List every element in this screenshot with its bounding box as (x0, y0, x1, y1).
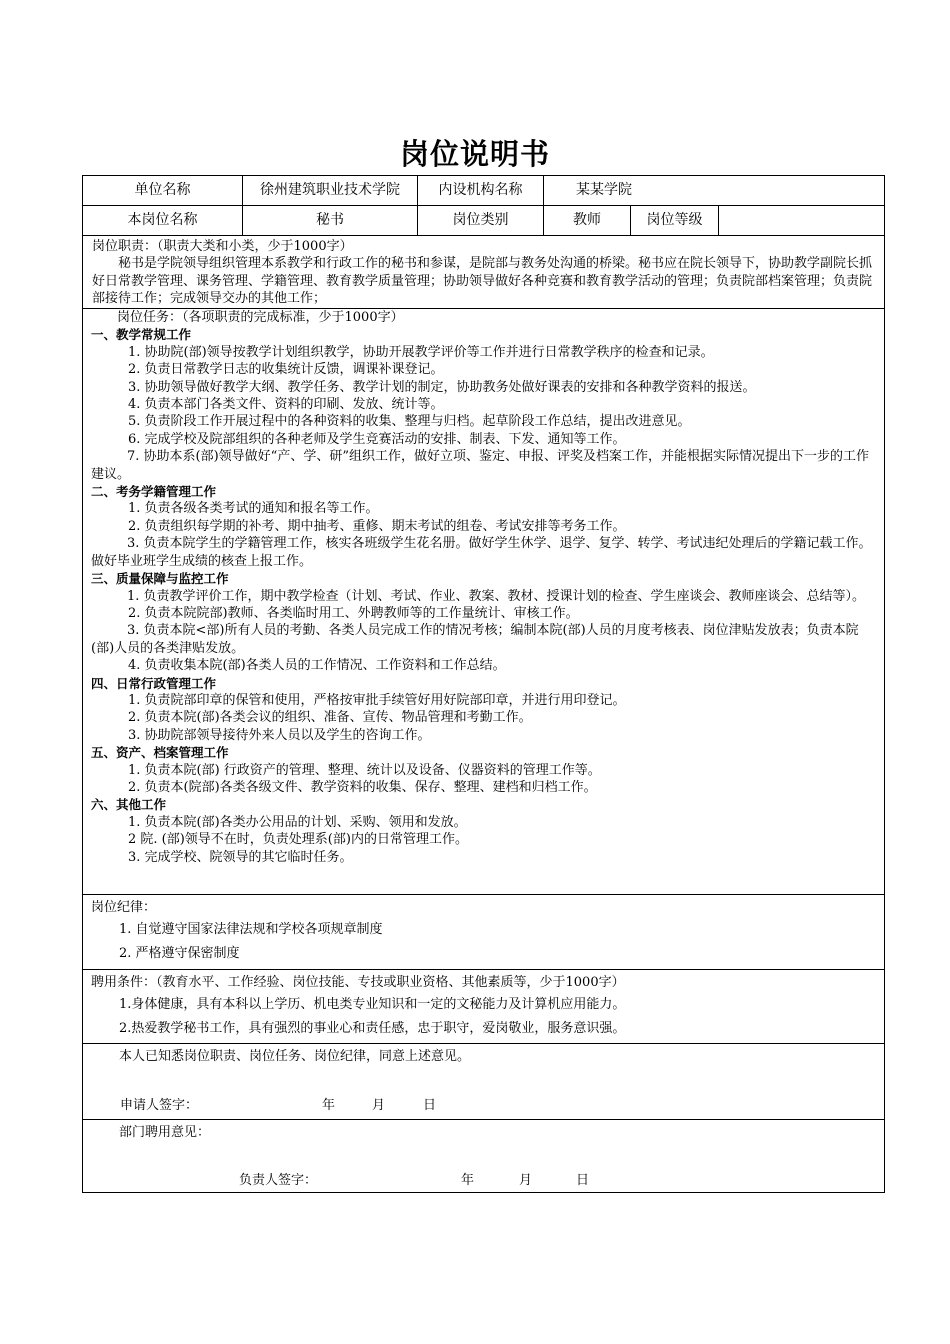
conditions-section (83, 970, 884, 1044)
department-day: 日 (576, 1173, 590, 1188)
dept-name-value: 某某学院 (576, 182, 632, 198)
applicant-section (83, 1044, 884, 1120)
discipline-section (83, 895, 884, 970)
task-section-title: 二、考务学籍管理工作 (91, 484, 217, 500)
task-item: 1. 负责院部印章的保管和使用，严格按审批手续管好用好院部印章，并进行用印登记。 (128, 692, 626, 708)
task-item: 3. 协助院部领导接待外来人员以及学生的咨询工作。 (128, 727, 431, 743)
discipline-item: 1. 自觉遵守国家法律法规和学校各项规章制度 (119, 922, 383, 937)
department-month: 月 (519, 1173, 533, 1188)
task-section-title: 一、教学常规工作 (91, 327, 192, 343)
dept-name-label: 内设机构名称 (418, 176, 544, 205)
task-item: 2 院. (部)领导不在时，负责处理系(部)内的日常管理工作。 (128, 832, 468, 848)
discipline-heading: 岗位纪律： (91, 900, 157, 915)
post-category-value: 教师 (544, 206, 631, 235)
task-item: 2. 负责日常教学日志的收集统计反馈，调课补课登记。 (128, 362, 444, 378)
task-item: 1. 负责各级各类考试的通知和报名等工作。 (128, 501, 379, 517)
applicant-statement: 本人已知悉岗位职责、岗位任务、岗位纪律，同意上述意见。 (119, 1049, 471, 1064)
department-sign-label: 负责人签字： (239, 1173, 318, 1188)
unit-name-label: 单位名称 (83, 176, 243, 205)
duties-heading: 岗位职责：（职责大类和小类，少于1000字） (92, 239, 353, 254)
unit-name-value: 徐州建筑职业技术学院 (243, 176, 418, 205)
task-item: 6. 完成学校及院部组织的各种老师及学生竞赛活动的安排、制表、下发、通知等工作。 (128, 431, 626, 447)
post-grade-label: 岗位等级 (631, 206, 719, 235)
applicant-year: 年 (322, 1098, 336, 1113)
header-row-post (83, 206, 884, 236)
job-description-form (82, 175, 885, 1193)
conditions-item: 2.热爱教学秘书工作，具有强烈的事业心和责任感，忠于职守，爱岗敬业，服务意识强。 (119, 1021, 626, 1036)
conditions-item: 1.身体健康，具有本科以上学历、机电类专业知识和一定的文秘能力及计算机应用能力。 (119, 997, 626, 1012)
post-name-value: 秘书 (243, 206, 418, 235)
task-item: 2. 负责本(院部)各类各级文件、教学资料的收集、保存、整理、建档和归档工作。 (128, 779, 597, 795)
department-section (83, 1120, 884, 1192)
task-section-title: 三、质量保障与监控工作 (91, 571, 229, 587)
document-title: 岗位说明书 (399, 137, 550, 171)
applicant-month: 月 (372, 1098, 386, 1113)
task-item: 2. 负责本院院部)教师、各类临时用工、外聘教师等的工作量统计、审核工作。 (128, 605, 579, 621)
applicant-day: 日 (423, 1098, 437, 1113)
task-item: 3. 协助领导做好教学大纲、教学任务、教学计划的制定，协助教务处做好课表的安排和各种教学资料的报送。 (128, 379, 756, 395)
task-item: 7. 协助本系(部)领导做好“产、学、研”组织工作，做好立项、鉴定、申报、评奖及档案工作，并能根据实际情况提出下一步的工作建议。 (91, 449, 869, 482)
task-item: 3. 负责本院学生的学籍管理工作，核实各班级学生花名册。做好学生休学、退学、复学、转学、考试违纪处理后的学籍记载工作。做好毕业班学生成绩的核查上报工作。 (91, 536, 872, 569)
department-year: 年 (461, 1173, 475, 1188)
task-item: 1. 负责本院(部)各类办公用品的计划、采购、领用和发放。 (128, 814, 467, 830)
task-item: 1. 负责本院(部) 行政资产的管理、整理、统计以及设备、仪器资料的管理工作等。 (128, 762, 601, 778)
department-opinion-label: 部门聘用意见： (119, 1125, 211, 1140)
task-sections (91, 326, 876, 866)
applicant-sign-label: 申请人签字： (120, 1098, 199, 1113)
post-category-label: 岗位类别 (418, 206, 544, 235)
duties-text: 秘书是学院领导组织管理本系教学和行政工作的秘书和参谋，是院部与教务处沟通的桥梁。秘书应在院长领导下，协助教学副院长抓好日常教学管理、课务管理、学籍管理、教育教学质量管理；协助领导做好各种竞赛和教育教学活动的管理；负责院部档案管理；负责院部接待工作；完成领导交办的其他工作； (92, 256, 873, 307)
task-item: 4. 负责收集本院(部)各类人员的工作情况、工作资料和工作总结。 (128, 658, 506, 674)
post-name-label: 本岗位名称 (83, 206, 243, 235)
task-item: 2. 负责本院(部)各类会议的组织、准备、宣传、物品管理和考勤工作。 (128, 710, 532, 726)
task-item: 5. 负责阶段工作开展过程中的各种资料的收集、整理与归档。起草阶段工作总结，提出改进意见。 (128, 414, 691, 430)
post-grade-value (719, 206, 884, 235)
task-item: 3. 负责本院<部)所有人员的考勤、各类人员完成工作的情况考核；编制本院(部)人员的月度考核表、岗位津贴发放表；负责本院(部)人员的各类津贴发放。 (91, 623, 859, 656)
header-row-unit (83, 176, 884, 206)
tasks-heading: 岗位任务：（各项职责的完成标准，少于1000字） (117, 310, 404, 325)
discipline-item: 2. 严格遵守保密制度 (119, 946, 240, 961)
tasks-section (83, 309, 884, 895)
conditions-heading: 聘用条件：（教育水平、工作经验、岗位技能、专技或职业资格、其他素质等，少于1000字） (91, 975, 625, 990)
task-section-title: 五、资产、档案管理工作 (91, 745, 229, 761)
duties-section (83, 236, 884, 309)
task-item: 4. 负责本部门各类文件、资料的印刷、发放、统计等。 (128, 397, 444, 413)
task-item: 1. 协助院(部)领导按教学计划组织教学，协助开展教学评价等工作并进行日常教学秩序的检查和记录。 (128, 344, 714, 360)
task-item: 2. 负责组织每学期的补考、期中抽考、重修、期末考试的组卷、考试安排等考务工作。 (128, 518, 626, 534)
task-item: 3. 完成学校、院领导的其它临时任务。 (128, 849, 353, 865)
task-section-title: 四、日常行政管理工作 (91, 675, 217, 691)
task-item: 1. 负责教学评价工作，期中教学检查（计划、考试、作业、教案、教材、授课计划的检查、学生座谈会、教师座谈会、总结等）。 (127, 588, 866, 604)
task-section-title: 六、其他工作 (91, 797, 167, 813)
